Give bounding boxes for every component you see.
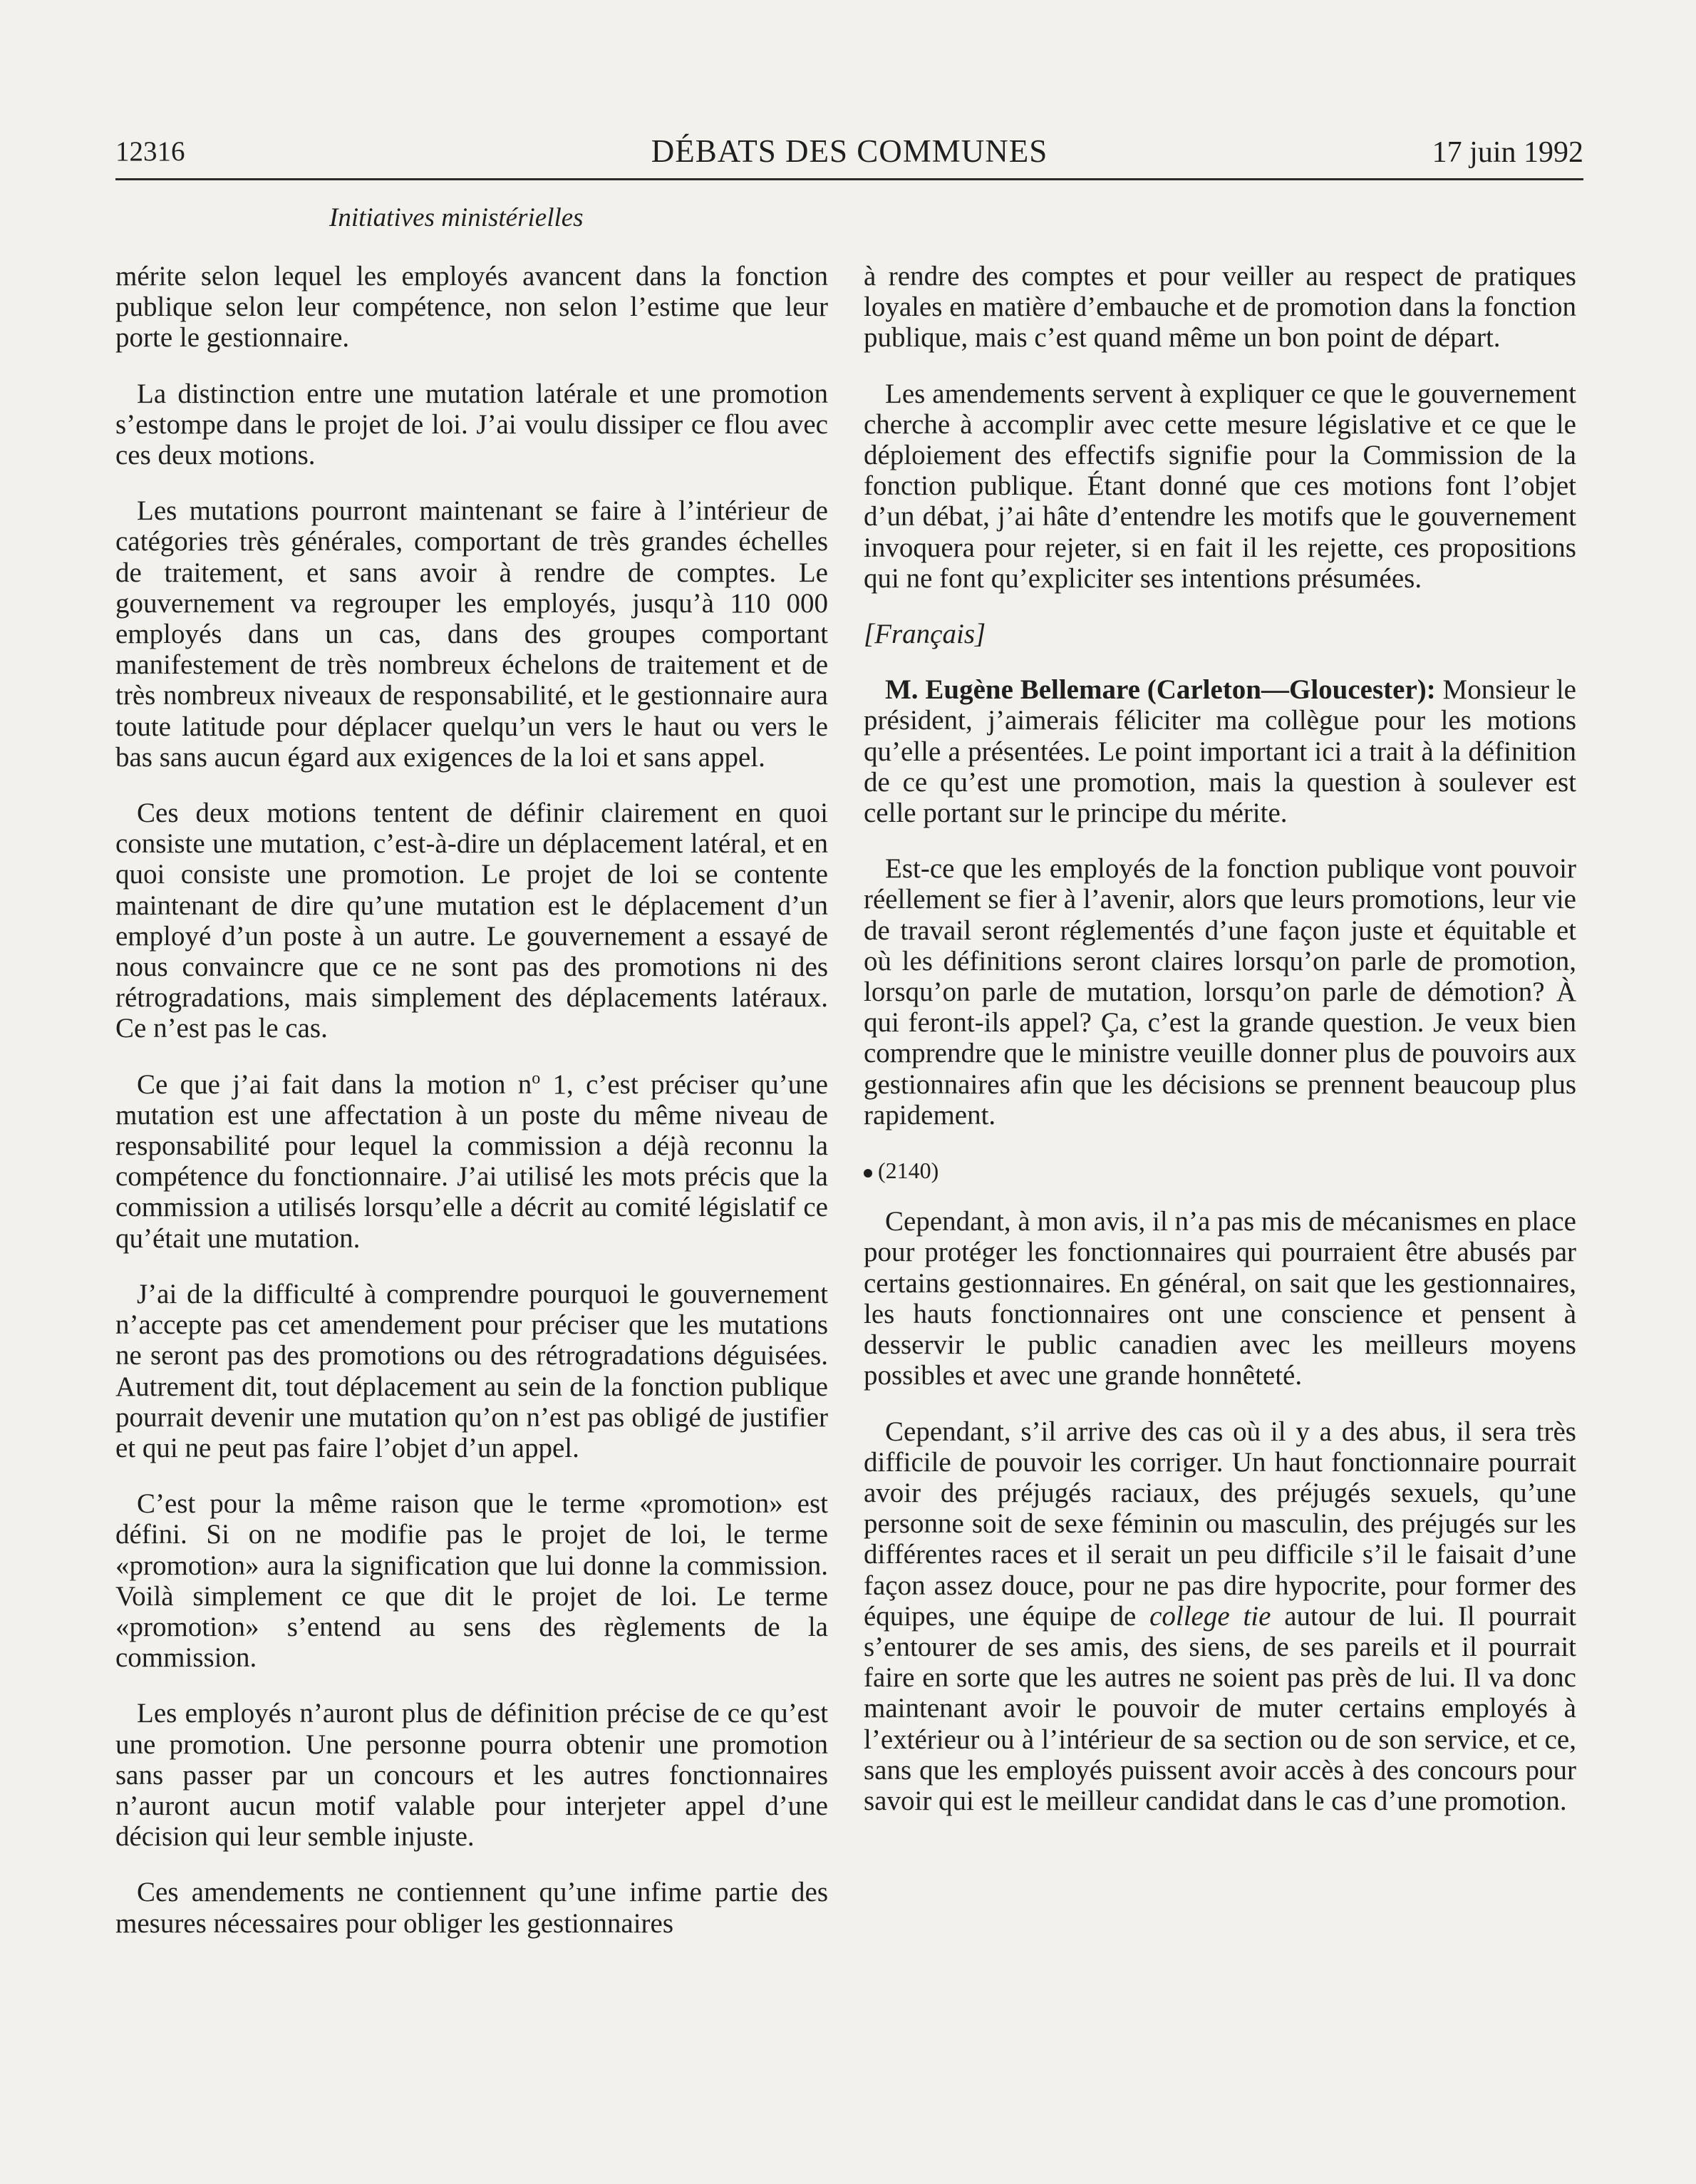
bullet-icon bbox=[864, 1169, 872, 1178]
page-header bbox=[115, 135, 1583, 180]
superscript: o bbox=[532, 1068, 541, 1088]
document-page bbox=[115, 121, 1583, 2160]
paragraph: La distinction entre une mutation latérale et une promotion s’estompe dans le projet de loi. J’ai voulu dissiper ce flou avec ces deux motions. bbox=[115, 378, 828, 471]
language-marker: [Français] bbox=[864, 619, 986, 650]
page-number: 12316 bbox=[115, 136, 185, 167]
paragraph: Les mutations pourront maintenant se faire à l’intérieur de catégories très générales, comportant de très grandes échelles de traitement, et sans avoir à rendre de comptes. Le gouvernement va regrouper les employés, jusqu’à 110 000 employés dans un cas, dans des groupes comportant manifestement de très nombreux échelons de traitement et de très nombreux niveaux de responsabilité, et le gestionnaire aura toute latitude pour déplacer quelqu’un vers le haut ou vers le bas sans aucun égard aux exigences de la loi et sans appel. bbox=[115, 495, 828, 773]
paragraph: Cependant, à mon avis, il n’a pas mis de mécanismes en place pour protéger les fonctionnaires qui pourraient être abusés par certains gestionnaires. En général, on sait que les gestionnaires, les hauts fonctionnaires ont une conscience et pensent à desservir le public canadien avec les meilleurs moyens possibles et avec une grande honnêteté. bbox=[864, 1206, 1576, 1391]
paragraph: mérite selon lequel les employés avancent dans la fonction publique selon leur compétence, non selon l’estime que leur porte le gestionnaire. bbox=[115, 261, 828, 354]
paragraph bbox=[115, 1069, 828, 1254]
section-title: Initiatives ministérielles bbox=[329, 203, 584, 232]
time-marker-text: (2140) bbox=[878, 1158, 939, 1184]
right-column bbox=[864, 261, 1576, 1841]
paragraph-text: Ce que j’ai fait dans la motion n bbox=[137, 1068, 532, 1100]
paragraph: Les employés n’auront plus de définition précise de ce qu’est une promotion. Une personne pourra obtenir une promotion sans passer par un concours et les autres fonctionnaires n’auront aucun motif valable pour interjeter appel d’une décision qui leur semble injuste. bbox=[115, 1698, 828, 1853]
speaker-name: M. Eugène Bellemare (Carleton—Gloucester): bbox=[885, 674, 1436, 706]
publication-title: DÉBATS DES COMMUNES bbox=[651, 133, 1048, 169]
paragraph: C’est pour la même raison que le terme «promotion» est défini. Si on ne modifie pas le projet de loi, le terme «promotion» aura la signification que lui donne la commission. Voilà simplement ce que dit le projet de loi. Le terme «promotion» s’entend au sens des règlements de la commission. bbox=[115, 1488, 828, 1674]
left-column bbox=[115, 261, 828, 1964]
paragraph: Ces amendements ne contiennent qu’une infime partie des mesures nécessaires pour obliger les gestionnaires bbox=[115, 1877, 828, 1939]
paragraph bbox=[864, 1416, 1576, 1817]
paragraph: Est-ce que les employés de la fonction publique vont pouvoir réellement se fier à l’avenir, alors que leurs promotions, leur vie de travail seront réglementés d’une façon juste et équitable et où les définitions seront claires lorsqu’on parle de promotion, lorsqu’on parle de mutation, lorsqu’on parle de démotion? À qui feront-ils appel? Ça, c’est la grande question. Je veux bien comprendre que le ministre veuille donner plus de pouvoirs aux gestionnaires afin que les décisions se prennent beaucoup plus rapidement. bbox=[864, 853, 1576, 1130]
paragraph: Ces deux motions tentent de définir clairement en quoi consiste une mutation, c’est-à-dire un déplacement latéral, et en quoi consiste une promotion. Le projet de loi se contente maintenant de dire qu’une mutation est le déplacement d’un employé d’un poste à un autre. Le gouvernement a essayé de nous convaincre que ce ne sont pas des promotions ni des rétrogradations, mais simplement des déplacements latéraux. Ce n’est pas le cas. bbox=[115, 798, 828, 1044]
italic-phrase: college tie bbox=[1149, 1600, 1271, 1632]
paragraph-text: Monsieur le président, j’aimerais féliciter ma collègue pour les motions qu’elle a présentées. Le point important ici a trait à la définition de ce qu’est une promotion, mais la question à soulever est celle portant sur le principe du mérite. bbox=[864, 674, 1576, 829]
paragraph-text: Cependant, s’il arrive des cas où il y a des abus, il sera très difficile de pouvoir les corriger. Un haut fonctionnaire pourrait avoir des préjugés raciaux, des préjugés sexuels, qu’une personne soit de sexe féminin ou masculin, des préjugés sur les différentes races et il serait un peu difficile s’il le faisait d’une façon assez douce, pour ne pas dire hypocrite, pour former des équipes, une équipe de bbox=[864, 1416, 1576, 1632]
paragraph: J’ai de la difficulté à comprendre pourquoi le gouvernement n’accepte pas cet amendement pour préciser que les mutations ne seront pas des promotions ou des rétrogradations déguisées. Autrement dit, tout déplacement au sein de la fonction publique pourrait devenir une mutation qu’on n’est pas obligé de justifier et qui ne peut pas faire l’objet d’un appel. bbox=[115, 1278, 828, 1463]
time-marker bbox=[864, 1155, 1576, 1186]
paragraph: à rendre des comptes et pour veiller au respect de pratiques loyales en matière d’embauche et de promotion dans la fonction publique, mais c’est quand même un bon point de départ. bbox=[864, 261, 1576, 354]
paragraph-text: autour de lui. Il pourrait s’entourer de ses amis, des siens, de ses pareils et il pourrait faire en sorte que les autres ne soient pas près de lui. Il va donc maintenant avoir le pouvoir de muter certains employés à l’extérieur ou à l’intérieur de sa section ou de son service, et ce, sans que les employés puissent avoir accès à des concours pour savoir qui est le meilleur candidat dans le cas d’une promotion. bbox=[864, 1600, 1576, 1816]
paragraph bbox=[864, 674, 1576, 828]
paragraph: Les amendements servent à expliquer ce que le gouvernement cherche à accomplir avec cette mesure législative et ce que le déploiement des effectifs signifie pour la Commission de la fonction publique. Étant donné que ces motions font l’objet d’un débat, j’ai hâte d’entendre les motifs que le gouvernement invoquera pour rejeter, si en fait il les rejette, ces propositions qui ne font qu’expliciter ses intentions présumées. bbox=[864, 378, 1576, 594]
paragraph-text: 1, c’est préciser qu’une mutation est une affectation à un poste du même niveau de responsabilité pour lequel la commission a déjà reconnu la compétence du fonctionnaire. J’ai utilisé les mots précis que la commission a utilisés lorsqu’elle a décrit au comité législatif ce qu’était une mutation. bbox=[115, 1068, 828, 1254]
publication-date: 17 juin 1992 bbox=[1432, 136, 1583, 169]
